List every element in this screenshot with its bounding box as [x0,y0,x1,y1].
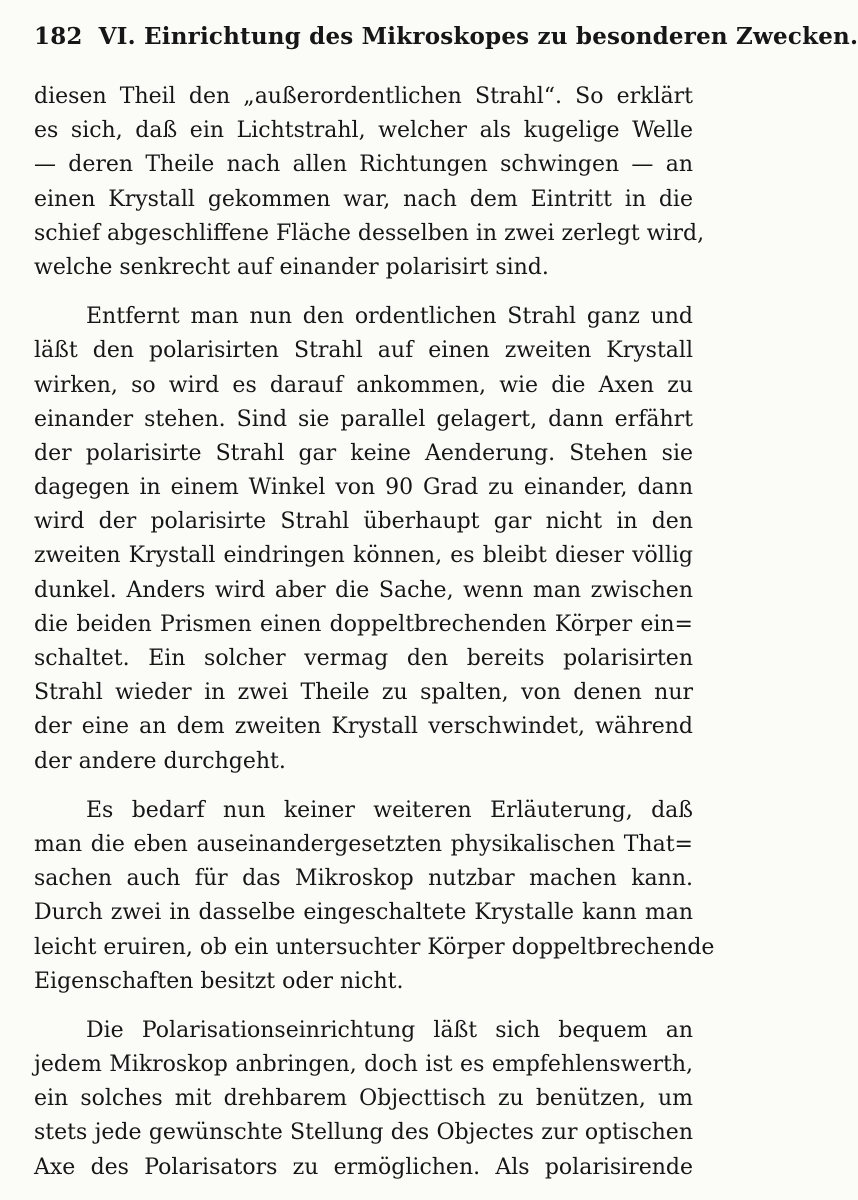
text-line: Strahl wieder in zwei Theile zu spalten, von denen nur [34,680,693,706]
text-line: der andere durchgeht. [34,748,286,774]
text-line: Durch zwei in dasselbe eingeschaltete Krystalle kann man [34,900,693,926]
paragraph-2 [34,300,693,779]
text-line: sachen auch für das Mikroskop nutzbar machen kann. [34,866,693,892]
text-line: Entfernt man nun den ordentlichen Strahl ganz und [86,304,693,330]
text-line: jedem Mikroskop anbringen, doch ist es empfehlenswerth, [34,1052,693,1078]
text-line: dagegen in einem Winkel von 90 Grad zu einander, dann [34,475,693,501]
text-line: der polarisirte Strahl gar keine Aenderung. Stehen sie [34,440,693,466]
text-line: leicht eruiren, ob ein untersuchter Körper doppeltbrechende [34,934,715,960]
text-line: Es bedarf nun keiner weiteren Erläuterung, daß [86,797,693,823]
text-line: welche senkrecht auf einander polarisirt sind. [34,254,549,280]
text-line: schaltet. Ein solcher vermag den bereits polarisirten [34,646,693,671]
text-line: einander stehen. Sind sie parallel gelagert, dann erfährt [34,406,693,432]
text-line: es sich, daß ein Lichtstrahl, welcher als kugelige Welle [34,118,693,144]
text-line: Axe des Polarisators zu ermöglichen. Als polarisirende [34,1154,693,1180]
paragraph-4 [34,1014,693,1185]
text-line: läßt den polarisirten Strahl auf einen zweiten Krystall [34,338,693,364]
text-line: Eigenschaften besitzt oder nicht. [34,968,404,994]
running-head [34,20,858,54]
text-line: stets jede gewünschte Stellung des Objectes zur optischen [34,1120,693,1146]
text-line: dunkel. Anders wird aber die Sache, wenn man zwischen [34,577,693,603]
text-line: schief abgeschliffene Fläche desselben in zwei zerlegt wird, [34,220,705,246]
paragraph-1 [34,80,705,285]
page-number: 182 [34,23,83,50]
text-line: Die Polarisationseinrichtung läßt sich bequem an [86,1017,693,1043]
text-line: wirken, so wird es darauf ankommen, wie die Axen zu [34,372,693,398]
text-line: man die eben auseinandergesetzten physikalischen That= [34,831,693,857]
paragraph-3 [34,794,715,999]
text-line: diesen Theil den „außerordentlichen Strahl“. So erklärt [34,84,693,109]
text-line: einen Krystall gekommen war, nach dem Eintritt in die [34,186,693,212]
text-line: wird der polarisirte Strahl überhaupt gar nicht in den [34,509,693,535]
text-line: die beiden Prismen einen doppeltbrechenden Körper ein= [34,611,693,637]
text-line: — deren Theile nach allen Richtungen schwingen — an [34,152,693,178]
text-line: ein solches mit drehbarem Objecttisch zu benützen, um [34,1086,693,1112]
text-line: zweiten Krystall eindringen können, es bleibt dieser völlig [34,543,693,569]
text-line: der eine an dem zweiten Krystall verschwindet, während [34,714,693,740]
chapter-heading: VI. Einrichtung des Mikroskopes zu besonderen Zwecken. [98,23,858,50]
